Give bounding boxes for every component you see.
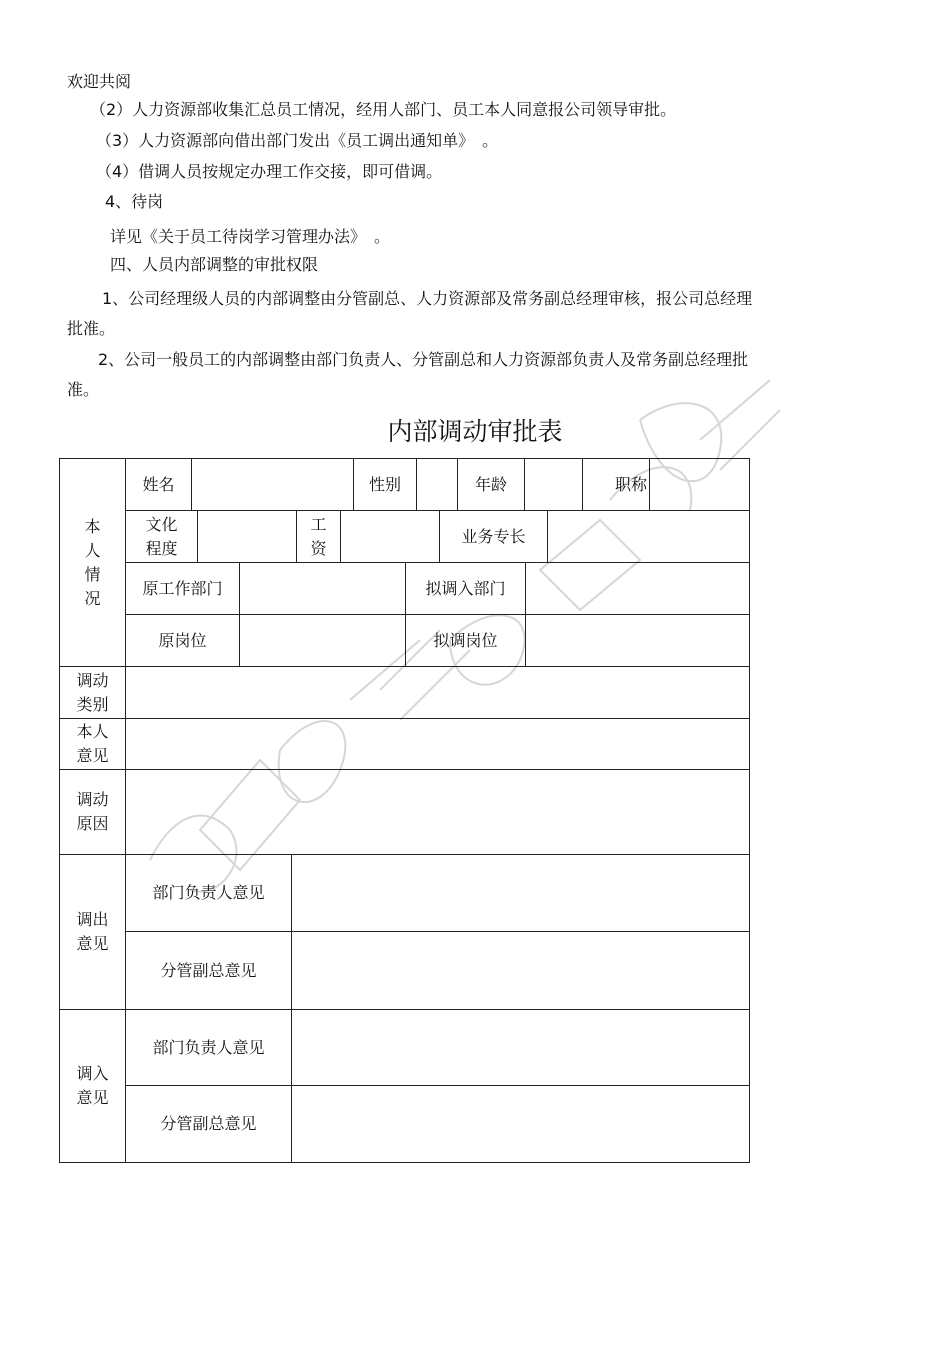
- paragraph-standby-detail: 详见《关于员工待岗学习管理办法》 。: [110, 227, 391, 246]
- age-label: 年龄: [474, 474, 507, 494]
- paragraph-authority-1: 1、公司经理级人员的内部调整由分管副总、人力资源部及常务副总经理审核，报公司总经理: [102, 289, 753, 308]
- paragraph-step-3: （3）人力资源部向借出部门发出《员工调出通知单》 。: [96, 131, 499, 150]
- in-dept-head-opinion-field[interactable]: [292, 1010, 749, 1085]
- name-field[interactable]: [192, 459, 353, 510]
- heading-approval-authority: 四、人员内部调整的审批权限: [110, 255, 319, 274]
- target-post-label: 拟调岗位: [433, 630, 498, 650]
- paragraph-authority-2-cont: 准。: [67, 380, 100, 399]
- own-opinion-field[interactable]: [126, 719, 749, 769]
- paragraph-step-2: （2）人力资源部收集汇总员工情况，经用人部门、员工本人同意报公司领导审批。: [90, 100, 677, 119]
- name-label: 姓名: [142, 474, 175, 494]
- salary-field[interactable]: [341, 511, 439, 562]
- target-dept-field[interactable]: [526, 563, 749, 614]
- in-vp-opinion-field[interactable]: [292, 1086, 749, 1162]
- target-post-field[interactable]: [526, 615, 749, 666]
- in-dept-head-opinion-label: 部门负责人意见: [152, 1037, 265, 1057]
- heading-standby: 4、待岗: [105, 192, 164, 211]
- education-field[interactable]: [198, 511, 296, 562]
- original-post-field[interactable]: [240, 615, 405, 666]
- own-opinion-label: 本人 意见: [76, 722, 109, 765]
- transfer-out-opinion-label: 调出 意见: [76, 910, 109, 953]
- section-self-info-label: 本 人 情 况: [84, 516, 101, 608]
- out-vp-opinion-label: 分管副总意见: [160, 960, 257, 980]
- gender-label: 性别: [368, 474, 401, 494]
- education-label: 文化 程度: [145, 514, 178, 558]
- paragraph-authority-1-cont: 批准。: [67, 319, 116, 338]
- specialty-label: 业务专长: [461, 526, 526, 546]
- page-header: 欢迎共阅: [67, 72, 132, 91]
- transfer-type-label: 调动 类别: [76, 670, 109, 714]
- original-dept-label: 原工作部门: [142, 578, 223, 598]
- job-title-label: 职称: [614, 474, 647, 494]
- job-title-field[interactable]: [650, 459, 749, 510]
- out-vp-opinion-field[interactable]: [292, 932, 749, 1009]
- out-dept-head-opinion-field[interactable]: [292, 855, 749, 931]
- transfer-reason-field[interactable]: [126, 770, 749, 854]
- original-post-label: 原岗位: [158, 630, 207, 650]
- age-field[interactable]: [525, 459, 582, 510]
- paragraph-step-4: （4）借调人员按规定办理工作交接，即可借调。: [96, 162, 443, 181]
- transfer-in-opinion-label: 调入 意见: [76, 1064, 109, 1107]
- paragraph-authority-2: 2、公司一般员工的内部调整由部门负责人、分管副总和人力资源部负责人及常务副总经理批: [98, 350, 749, 369]
- form-title: 内部调动审批表: [387, 417, 563, 446]
- target-dept-label: 拟调入部门: [425, 578, 506, 598]
- transfer-reason-label: 调动 原因: [76, 790, 109, 833]
- in-vp-opinion-label: 分管副总意见: [160, 1114, 257, 1133]
- original-dept-field[interactable]: [240, 563, 405, 614]
- salary-label: 工 资: [310, 514, 327, 558]
- transfer-type-field[interactable]: [126, 667, 749, 718]
- specialty-field[interactable]: [548, 511, 749, 562]
- out-dept-head-opinion-label: 部门负责人意见: [152, 883, 265, 902]
- gender-field[interactable]: [417, 459, 457, 510]
